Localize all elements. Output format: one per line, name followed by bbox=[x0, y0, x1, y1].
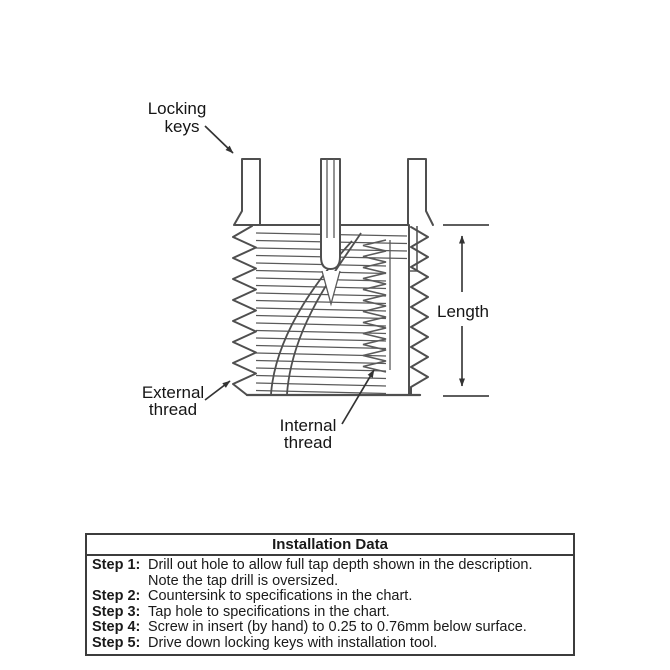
external-thread-right-profile bbox=[411, 227, 428, 395]
locking-keys-label: Locking bbox=[147, 99, 207, 118]
step-line: Countersink to specifications in the chart. bbox=[148, 589, 413, 604]
left-locking-key bbox=[234, 159, 260, 225]
thread-hatch-line bbox=[256, 271, 386, 274]
external-thread-left-profile bbox=[233, 226, 256, 395]
thread-hatch-line bbox=[256, 391, 386, 394]
step-row bbox=[87, 620, 573, 636]
step-line: Drive down locking keys with installation tool. bbox=[148, 635, 438, 651]
thread-hatch-line bbox=[256, 376, 386, 379]
external-thread-leader-arrow bbox=[205, 381, 230, 400]
step-text bbox=[148, 636, 437, 652]
step-row bbox=[87, 605, 573, 621]
internal-thread-profile bbox=[363, 240, 386, 372]
step-label: Step 5: bbox=[92, 634, 141, 651]
thread-hatch-line bbox=[256, 316, 386, 319]
step-label: Step 2: bbox=[92, 588, 141, 604]
table-body bbox=[87, 556, 573, 654]
thread-hatch-line bbox=[256, 361, 386, 364]
locking-keys-leader-arrow bbox=[205, 126, 233, 153]
center-locking-key bbox=[321, 159, 340, 269]
step-text bbox=[148, 620, 527, 636]
step-row bbox=[87, 558, 573, 589]
step-text bbox=[148, 605, 390, 621]
step-line: Drill out hole to allow full tap depth shown in the description. bbox=[148, 558, 533, 573]
thread-hatch-line bbox=[256, 338, 386, 341]
step-label: Step 1: bbox=[92, 557, 141, 573]
step-row bbox=[87, 636, 573, 652]
step-label: Step 3: bbox=[92, 603, 141, 620]
step-label: Step 4: bbox=[92, 619, 141, 635]
step-text bbox=[148, 589, 412, 605]
length-label: Length bbox=[437, 302, 489, 321]
table-title: Installation Data bbox=[87, 535, 573, 556]
external-thread-label: External bbox=[141, 383, 205, 402]
step-text bbox=[148, 558, 532, 589]
step-line: Tap hole to specifications in the chart. bbox=[148, 604, 390, 620]
step-line: Screw in insert (by hand) to 0.25 to 0.76mm below surface. bbox=[148, 620, 527, 635]
right-locking-key bbox=[408, 159, 433, 225]
step-line: Note the tap drill is oversized. bbox=[148, 572, 339, 589]
internal-thread-label: thread bbox=[283, 433, 333, 452]
external-thread-label: thread bbox=[148, 400, 198, 419]
locking-keys-label: keys bbox=[164, 117, 200, 136]
internal-thread-label: Internal bbox=[279, 416, 337, 435]
step-row bbox=[87, 589, 573, 605]
installation-data-table bbox=[85, 533, 575, 656]
